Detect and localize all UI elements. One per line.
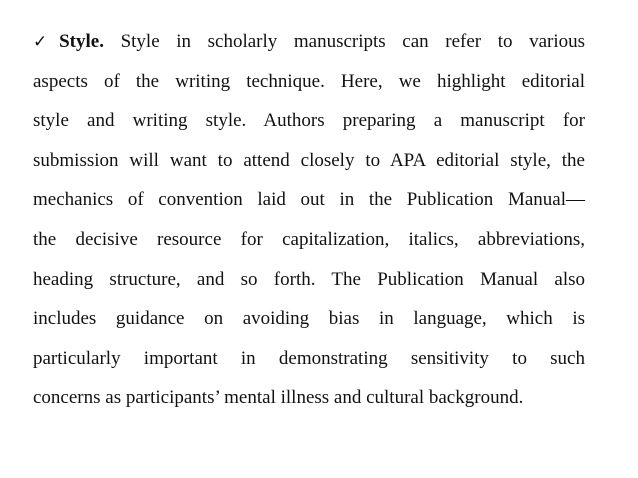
paragraph-line-8: includes guidance on avoiding bias in language, which is (33, 308, 585, 330)
lead-in-heading: Style. (59, 31, 104, 52)
paragraph-line-10: concerns as participants’ mental illness and cultural background. (33, 387, 524, 409)
paragraph-line-1 (33, 22, 585, 62)
line-text: Style in scholarly manuscripts can refer to various (120, 31, 586, 52)
style-paragraph (33, 22, 585, 418)
paragraph-line-5: mechanics of convention laid out in the Publication Manual— (33, 189, 585, 211)
paragraph-line-7: heading structure, and so forth. The Publication Manual also (33, 268, 585, 290)
paragraph-line-6: the decisive resource for capitalization, italics, abbreviations, (33, 228, 585, 250)
checkmark-icon: ✓ (33, 32, 60, 52)
paragraph-line-2: aspects of the writing technique. Here, we highlight editorial (33, 70, 585, 92)
paragraph-line-9: particularly important in demonstrating sensitivity to such (33, 347, 585, 369)
paragraph-line-3: style and writing style. Authors preparing a manuscript for (33, 110, 585, 132)
paragraph-line-4: submission will want to attend closely to APA editorial style, the (33, 149, 585, 171)
